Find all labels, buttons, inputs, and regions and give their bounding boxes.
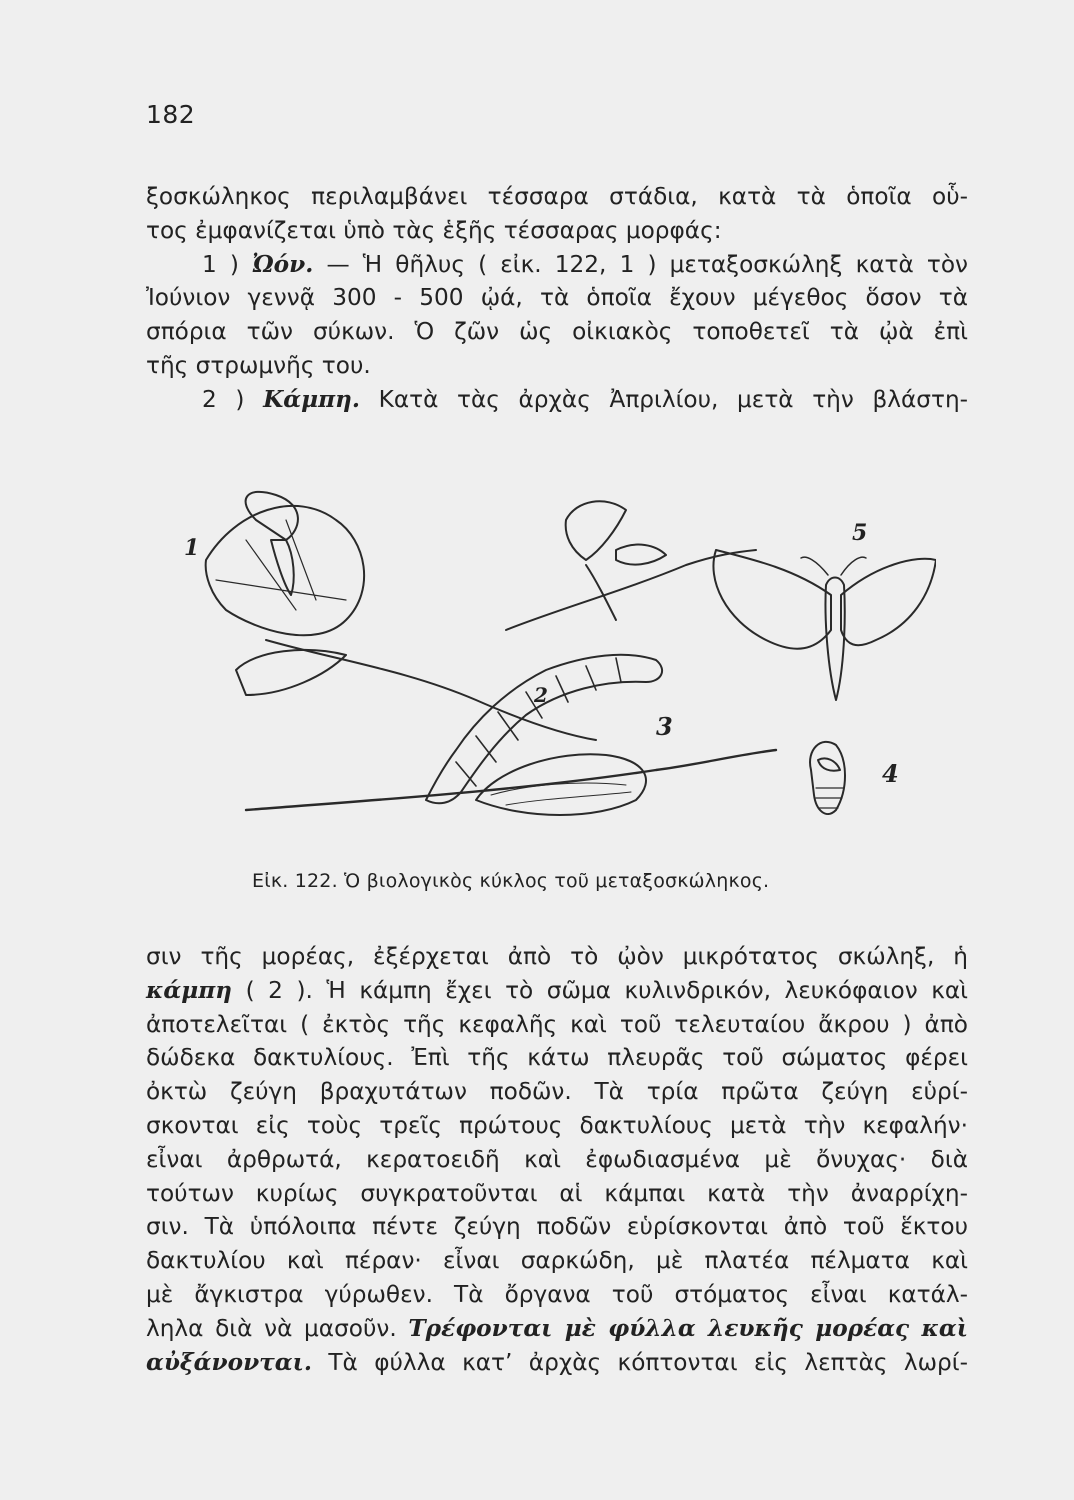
pupa [810,742,845,814]
figure-label-4: 4 [882,759,899,788]
leaf-veins [216,520,346,610]
text-line: μὲ ἄγκιστρα γύρωθεν. Τὰ ὄργανα τοῦ στόματος εἶναι κατάλ- [146,1280,968,1308]
top-paragraph [146,180,968,417]
bottom-paragraph [146,940,968,1379]
mulberry-leaf [616,545,666,565]
text-span: Τὰ φύλλα κατ’ ἀρχὰς κόπτονται εἰς λεπτὰς λωρί- [328,1348,968,1376]
twig [246,750,776,810]
moth-left-wing [713,550,831,649]
text-line: τῆς στρωμνῆς του. [146,351,371,379]
cocoon-fibers [491,783,631,805]
text-line: δώδεκα δακτυλίους. Ἐπὶ τῆς κάτω πλευρᾶς τοῦ σώματος φέρει [146,1044,968,1072]
text-line: σιν τῆς μορέας, ἐξέρχεται ἀπὸ τὸ ᾠὸν μικρότατος σκώληξ, ἡ [146,943,968,970]
moth-right-wing [841,559,936,645]
emphasis-text: Τρέφονται μὲ φύλλα λευκῆς μορέας καὶ [408,1314,968,1342]
list-number: 2 ) [202,385,245,413]
figure-label-1: 1 [184,535,200,561]
text-line: σιν. Τὰ ὑπόλοιπα πέντε ζεύγη ποδῶν εὑρίσκονται ἀπὸ τοῦ ἕκτου [146,1213,968,1241]
text-span: Κατὰ τὰς ἀρχὰς Ἀπριλίου, μετὰ τὴν βλάστη- [378,385,969,413]
mulberry-leaf [206,506,364,635]
term-caterpillar: Κάμπη. [263,385,360,413]
figure-caption: Εἰκ. 122. Ὁ βιολογικὸς κύκλος τοῦ μεταξοσκώληκος. [252,870,770,892]
text-line [146,1312,968,1346]
figure-label-2: 2 [534,683,548,707]
list-number: 1 ) [202,250,239,278]
pupa-head [818,758,840,770]
text-span: ληλα διὰ νὰ μασοῦν. [146,1314,397,1342]
emphasis-text: αὐξάνονται. [146,1348,312,1376]
text-line: τος ἐμφανίζεται ὑπὸ τὰς ἑξῆς τέσσαρας μορφάς: [146,216,722,244]
text-line [146,248,968,282]
text-span: — Ἡ θῆλυς ( εἰκ. 122, 1 ) μεταξοσκώληξ κατὰ τὸν [326,250,968,278]
text-line: ξοσκώληκος περιλαμβάνει τέσσαρα στάδια, κατὰ τὰ ὁποῖα οὗ- [146,183,968,210]
text-line: δακτυλίου καὶ πέραν· εἶναι σαρκώδη, μὲ πλατέα πέλματα καὶ [146,1247,968,1275]
figure-label-5: 5 [852,520,868,546]
text-line: σκονται εἰς τοὺς τρεῖς πρώτους δακτυλίους μετὰ τὴν κεφαλήν· [146,1111,968,1139]
pupa-rings [816,788,844,808]
moth-wing [246,492,298,540]
figure-label-3: 3 [656,712,673,741]
caterpillar-segments [456,658,621,786]
text-line: ὀκτὼ ζεύγη βραχυτάτων ποδῶν. Τὰ τρία πρῶτα ζεύγη εὑρί- [146,1078,968,1106]
text-line: εἶναι ἀρθρωτά, κερατοειδῆ καὶ ἐφωδιασμένα μὲ ὄνυχας· διὰ [146,1145,968,1173]
lifecycle-illustration [176,470,936,870]
text-span: ( 2 ). Ἡ κάμπη ἔχει τὸ σῶμα κυλινδρικόν, λευκόφαιον καὶ [245,976,968,1004]
text-line [146,383,968,417]
moth-antennae [801,557,866,575]
silkworm-lifecycle-figure [176,470,936,870]
text-line: Ἰούνιον γεννᾷ 300 - 500 ᾠά, τὰ ὁποῖα ἔχουν μέγεθος ὅσον τὰ [146,284,968,312]
text-line: ἀποτελεῖται ( ἐκτὸς τῆς κεφαλῆς καὶ τοῦ τελευταίου ἄκρου ) ἀπὸ [146,1010,968,1038]
page-number: 182 [146,100,196,129]
term-caterpillar: κάμπη [146,976,233,1004]
text-line: σπόρια τῶν σύκων. Ὁ ζῶν ὡς οἰκιακὸς τοποθετεῖ τὰ ᾠὰ ἐπὶ [146,318,968,346]
text-line: τούτων κυρίως συγκρατοῦνται αἱ κάμπαι κατὰ τὴν ἀναρρίχη- [146,1179,968,1207]
term-egg: Ὠόν. [252,250,314,278]
caterpillar [426,655,662,803]
moth-body [271,540,294,595]
text-line [146,1346,968,1380]
text-line [146,974,968,1008]
